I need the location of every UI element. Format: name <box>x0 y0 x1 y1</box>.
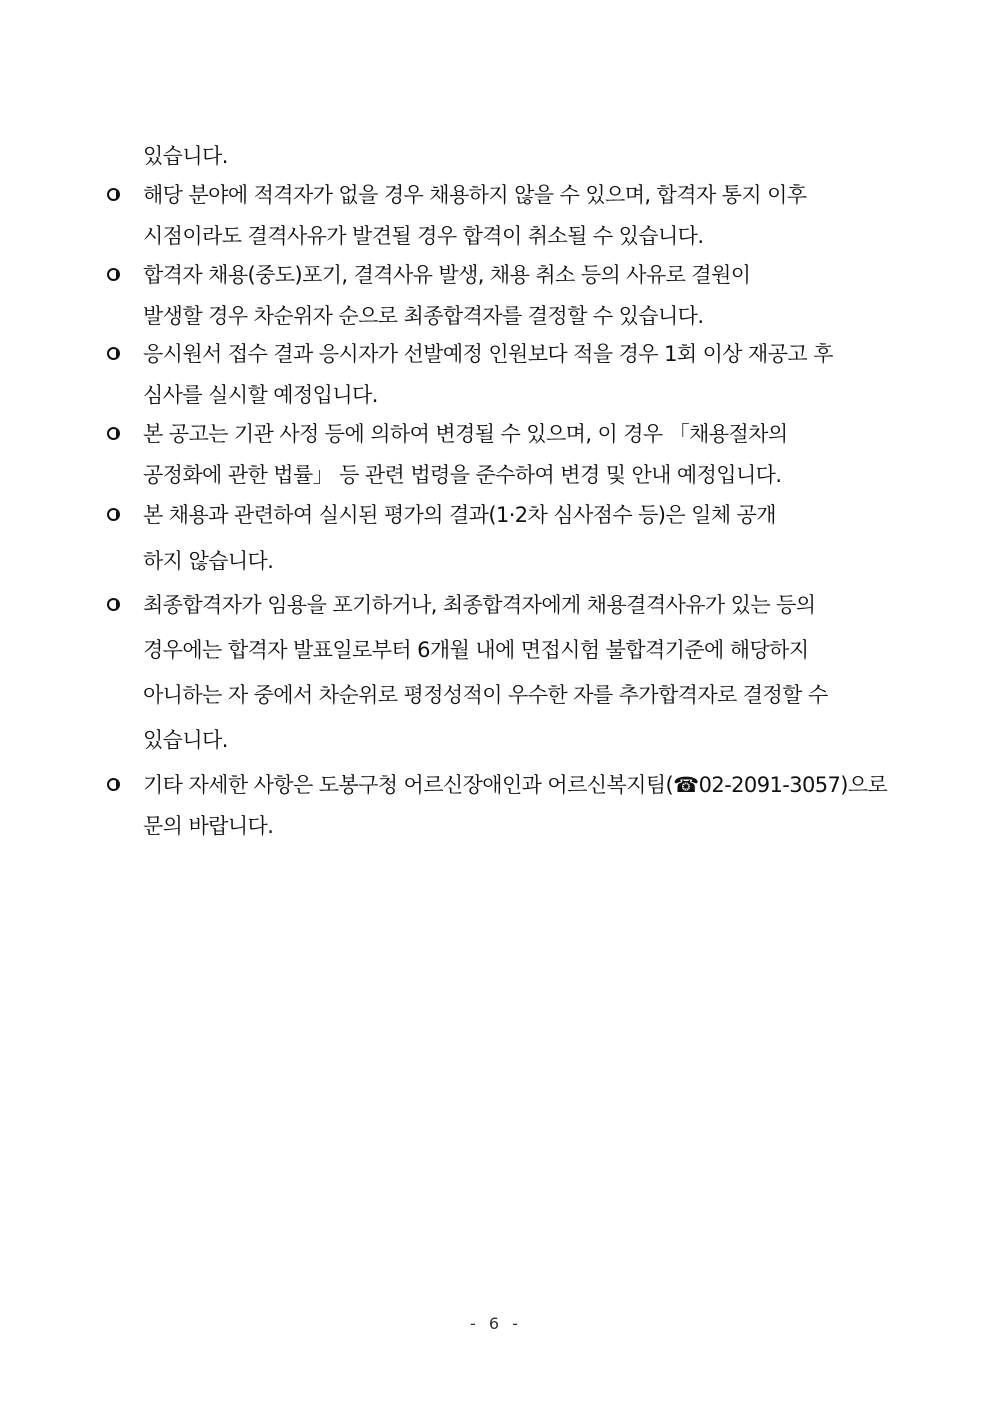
item-3-line-1: 응시원서 접수 결과 응시자가 선발예정 인원보다 적을 경우 1회 이상 재공고 후 <box>143 342 833 366</box>
circle-bullet-icon <box>107 268 120 281</box>
circle-bullet-icon <box>107 598 120 611</box>
item-1-line-2: 시점이라도 결격사유가 발견될 경우 합격이 취소될 수 있습니다. <box>143 224 704 248</box>
item-1-line-1: 해당 분야에 적격자가 없을 경우 채용하지 않을 수 있으며, 합격자 통지 이후 <box>143 183 807 207</box>
item-4-line-2: 공정화에 관한 법률」 등 관련 법령을 준수하여 변경 및 안내 예정입니다. <box>143 463 782 487</box>
item-6-line-1: 최종합격자가 임용을 포기하거나, 최종합격자에게 채용결격사유가 있는 등의 <box>143 593 816 617</box>
item-7-line-2: 문의 바랍니다. <box>143 814 274 838</box>
continuation-text: 있습니다. <box>143 144 228 168</box>
item-2-line-2: 발생할 경우 차순위자 순으로 최종합격자를 결정할 수 있습니다. <box>143 304 704 328</box>
item-5-line-2: 하지 않습니다. <box>143 549 274 573</box>
item-5-line-1: 본 채용과 관련하여 실시된 평가의 결과(1·2차 심사점수 등)은 일체 공개 <box>143 503 776 527</box>
circle-bullet-icon <box>107 508 120 521</box>
circle-bullet-icon <box>107 188 120 201</box>
item-3-line-2: 심사를 실시할 예정입니다. <box>143 383 378 407</box>
item-6-line-3: 아니하는 자 중에서 차순위로 평정성적이 우수한 자를 추가합격자로 결정할 수 <box>143 683 828 707</box>
item-6-line-4: 있습니다. <box>143 728 228 752</box>
item-7-line-1: 기타 자세한 사항은 도봉구청 어르신장애인과 어르신복지팀(☎02-2091-3057)으로 <box>143 773 888 797</box>
page-number: - 6 - <box>470 1314 522 1333</box>
circle-bullet-icon <box>107 778 120 791</box>
item-4-line-1: 본 공고는 기관 사정 등에 의하여 변경될 수 있으며, 이 경우 「채용절차의 <box>143 422 788 446</box>
circle-bullet-icon <box>107 427 120 440</box>
item-6-line-2: 경우에는 합격자 발표일로부터 6개월 내에 면접시험 불합격기준에 해당하지 <box>143 638 809 662</box>
circle-bullet-icon <box>107 347 120 360</box>
item-2-line-1: 합격자 채용(중도)포기, 결격사유 발생, 채용 취소 등의 사유로 결원이 <box>143 263 751 287</box>
